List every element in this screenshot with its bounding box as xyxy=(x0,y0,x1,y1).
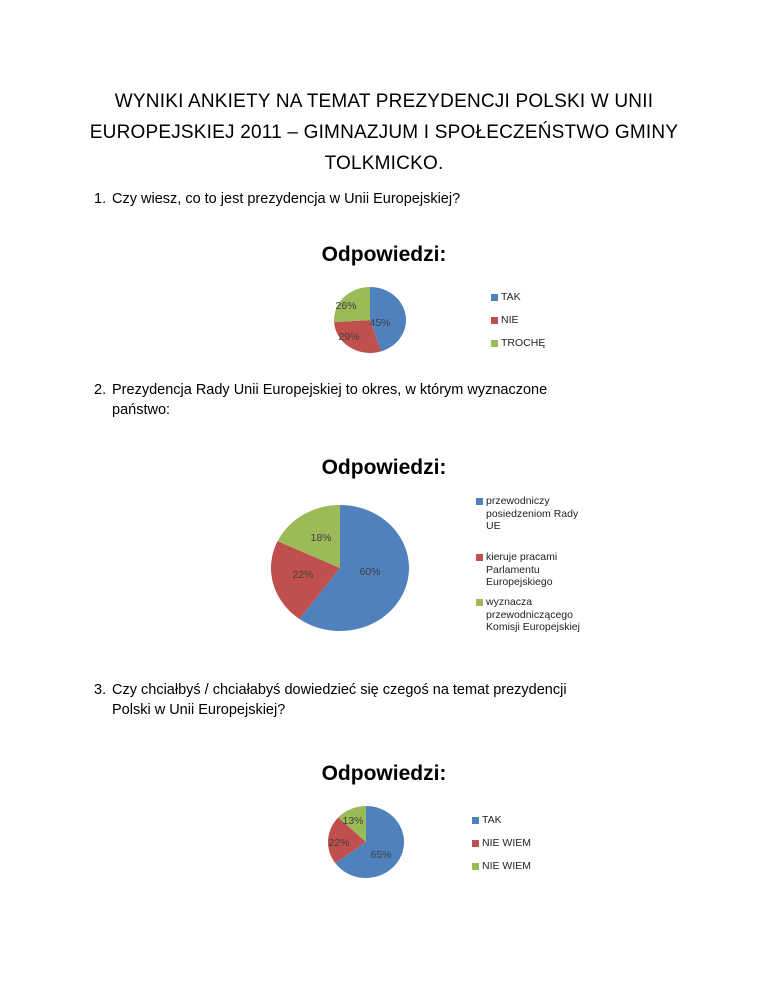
legend-label: NIE WIEM xyxy=(482,860,531,872)
chart-2-title: Odpowiedzi: xyxy=(321,456,447,479)
chart-3-legend xyxy=(472,814,592,894)
question-1 xyxy=(94,189,461,209)
legend-swatch xyxy=(491,340,498,347)
question-text: Czy chciałbyś / chciałabyś dowiedzieć się czegoś na temat prezydencji xyxy=(112,682,567,698)
pie-data-label: 60% xyxy=(359,566,381,578)
chart-2-pie xyxy=(268,502,412,634)
legend-swatch xyxy=(491,294,498,301)
legend-label: TAK xyxy=(501,291,521,303)
question-text: Polski w Unii Europejskiej? xyxy=(112,702,286,718)
legend-label: przewodniczy posiedzeniom Rady UE xyxy=(486,495,579,532)
legend-swatch xyxy=(476,498,483,505)
question-number: 3. xyxy=(94,682,107,698)
page-title xyxy=(60,86,708,179)
legend-swatch xyxy=(476,554,483,561)
question-3 xyxy=(94,680,567,720)
pie-data-label: 29% xyxy=(338,331,360,343)
legend-label: TAK xyxy=(482,814,502,826)
pie-data-label: 22% xyxy=(328,837,350,849)
legend-label: NIE xyxy=(501,314,519,326)
question-text: Czy wiesz, co to jest prezydencja w Unii Europejskiej? xyxy=(112,191,461,207)
legend-swatch xyxy=(472,817,479,824)
pie-data-label: 65% xyxy=(370,849,392,861)
legend-label: kieruje pracami Parlamentu Europejskiego xyxy=(486,551,558,588)
question-2 xyxy=(94,380,548,420)
pie-data-label: 13% xyxy=(342,815,364,827)
legend-label: wyznacza przewodniczącego Komisji Europejskiej xyxy=(486,596,580,633)
legend-swatch xyxy=(491,317,498,324)
pie-data-label: 26% xyxy=(335,300,357,312)
question-number: 1. xyxy=(94,191,107,207)
chart-1-title: Odpowiedzi: xyxy=(321,243,447,266)
legend-swatch xyxy=(472,840,479,847)
pie-data-label: 18% xyxy=(310,532,332,544)
chart-3-title: Odpowiedzi: xyxy=(321,762,447,785)
chart-2-legend xyxy=(476,495,626,645)
pie-data-label: 45% xyxy=(369,317,391,329)
question-text: państwo: xyxy=(112,402,171,418)
legend-label: TROCHĘ xyxy=(501,337,546,349)
chart-1-legend xyxy=(491,291,611,351)
legend-label: NIE WIEM xyxy=(482,837,531,849)
chart-3-pie xyxy=(326,804,406,880)
question-number: 2. xyxy=(94,382,107,398)
title-line: EUROPEJSKIEJ 2011 – GIMNAZJUM I SPOŁECZEŃSTWO GMINY xyxy=(89,122,679,143)
chart-1-pie xyxy=(330,284,410,356)
legend-swatch xyxy=(472,863,479,870)
question-text: Prezydencja Rady Unii Europejskiej to okres, w którym wyznaczone xyxy=(112,382,548,398)
title-line: TOLKMICKO. xyxy=(324,153,444,174)
pie-data-label: 22% xyxy=(292,569,314,581)
legend-swatch xyxy=(476,599,483,606)
title-line: WYNIKI ANKIETY NA TEMAT PREZYDENCJI POLSKI W UNII xyxy=(114,91,654,112)
